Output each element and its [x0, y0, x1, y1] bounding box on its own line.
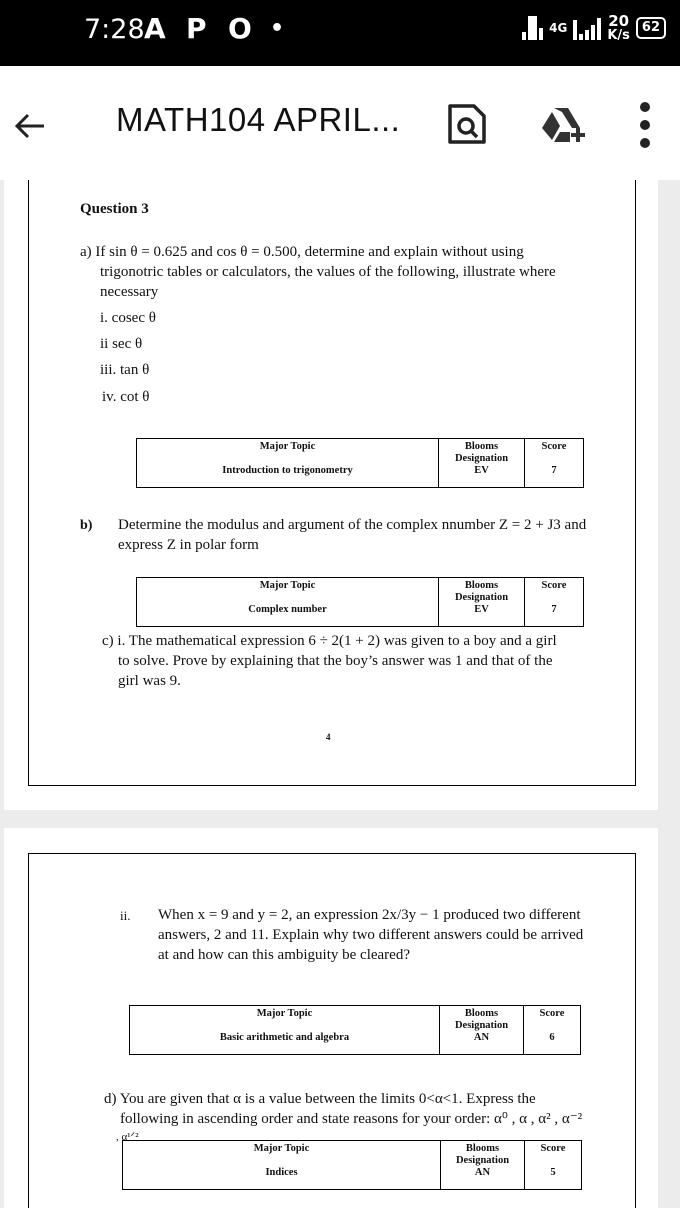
document-page-1 — [4, 180, 658, 810]
blooms-cell: Blooms Designation AN — [441, 1141, 525, 1190]
blooms-cell: Blooms Designation AN — [440, 1006, 524, 1055]
part-c-ii-label: ii. — [120, 908, 131, 923]
question-heading: Question 3 — [80, 201, 149, 217]
notification-o-icon: O — [228, 12, 252, 45]
network-type: 4G — [549, 21, 568, 35]
assessment-table-a — [136, 438, 584, 488]
score-cell: Score 7 — [525, 578, 584, 627]
notification-a-icon: A — [144, 12, 166, 45]
document-page-2 — [4, 828, 658, 1208]
major-topic-cell: Major Topic Basic arithmetic and algebra — [130, 1006, 440, 1055]
major-topic-cell: Major Topic Indices — [123, 1141, 441, 1190]
assessment-table-d — [122, 1140, 582, 1190]
score-cell: Score 5 — [525, 1141, 582, 1190]
part-d-extra: , α¹ᐟ² — [116, 1131, 139, 1143]
page-number: 4 — [326, 732, 331, 742]
assessment-table-c — [129, 1005, 581, 1055]
part-c-text: c) i. The mathematical expression 6 ÷ 2(1 + 2) was given to a boy and a girl to solve. Prove by explaining that the boy’s answer was 1 and that of the girl was 9. — [102, 633, 557, 689]
app-bar — [0, 66, 680, 180]
cell-signal-icon — [573, 16, 601, 40]
notification-p-icon: P — [186, 12, 207, 45]
part-a-item-1: i. cosec θ — [100, 310, 156, 326]
part-a-item-2: ii sec θ — [100, 336, 143, 352]
status-bar — [0, 0, 680, 66]
part-a-text: a) If sin θ = 0.625 and cos θ = 0.500, determine and explain without using trigonotric tables or calculators, the values of the following, illustrate where necessary — [80, 244, 556, 300]
blooms-cell: Blooms Designation EV — [439, 439, 525, 488]
part-b-text: Determine the modulus and argument of the complex nnumber Z = 2 + J3 and express Z in polar form — [118, 517, 587, 553]
part-a-item-4: iv. cot θ — [102, 389, 150, 405]
wifi-signal-icon — [522, 16, 543, 40]
add-to-drive-icon[interactable] — [540, 106, 586, 144]
part-d-text: d) You are given that α is a value between the limits 0<α<1. Express the following in ascending order and state reasons for your order: α⁰ , α , α² , α⁻² — [104, 1091, 583, 1127]
score-cell: Score 6 — [524, 1006, 581, 1055]
network-speed: 20 K/s — [607, 12, 630, 43]
major-topic-cell: Major Topic Complex number — [137, 578, 439, 627]
blooms-cell: Blooms Designation EV — [439, 578, 525, 627]
battery-icon: 62 — [636, 17, 666, 39]
major-topic-cell: Major Topic Introduction to trigonometry — [137, 439, 439, 488]
back-arrow-icon[interactable] — [10, 106, 50, 146]
document-title: MATH104 APRIL... — [116, 101, 401, 138]
status-time: 7:28 — [84, 14, 145, 45]
score-cell: Score 7 — [525, 439, 584, 488]
part-b-label: b) — [80, 518, 93, 533]
status-right — [522, 14, 666, 42]
part-c-ii-text: When x = 9 and y = 2, an expression 2x/3y − 1 produced two different answers, 2 and 11. Explain why two different answers could be arrived at and how can this ambiguity be cleared? — [158, 907, 584, 963]
part-a-item-3: iii. tan θ — [100, 362, 150, 378]
more-options-icon[interactable] — [638, 102, 652, 148]
notification-dot-icon: • — [270, 16, 285, 41]
find-in-document-icon[interactable] — [446, 102, 488, 146]
assessment-table-b — [136, 577, 584, 627]
